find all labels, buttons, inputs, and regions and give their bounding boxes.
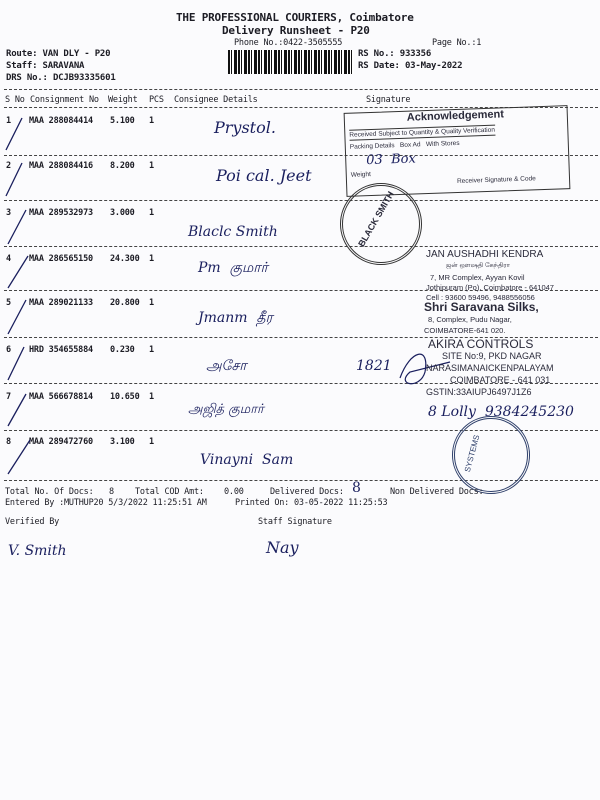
consignee-signature: Blaclc Smith	[188, 224, 278, 240]
ack-line: Weight	[350, 171, 372, 179]
document-title: Delivery Runsheet - P20	[222, 24, 370, 37]
total-docs-label: Total No. Of Docs:	[5, 487, 94, 497]
row-pcs: 1	[149, 116, 154, 126]
cod-label: Total COD Amt:	[135, 487, 204, 497]
row-consignment: MAA 288084416	[29, 161, 93, 171]
col-sno: S No	[5, 95, 25, 105]
consignee-signature: Poi cal. Jeet	[216, 166, 312, 185]
row-weight: 3.100	[110, 437, 135, 447]
entered-by: Entered By :MUTHUP20 5/3/2022 11:25:51 AM	[5, 498, 207, 508]
page-number: Page No.:1	[432, 38, 482, 48]
black-smith-seal	[340, 183, 422, 265]
stamp-name: Shri Saravana Silks,	[424, 300, 539, 314]
row-consignment: MAA 289532973	[29, 208, 93, 218]
round-seal	[452, 416, 530, 494]
row-pcs: 1	[149, 437, 154, 447]
stamp-line: 8, Complex, Pudu Nagar,	[428, 315, 512, 324]
col-consignee: Consignee Details	[174, 95, 258, 105]
row-weight: 5.100	[110, 116, 135, 126]
row-sno: 6	[6, 345, 11, 355]
non-delivered-label: Non Delivered Docs:	[390, 487, 484, 497]
row-consignment: MAA 286565150	[29, 254, 93, 264]
ack-line: Receiver Signature & Code	[456, 175, 536, 186]
consignee-signature: அசோ	[206, 358, 247, 374]
row-sno: 7	[6, 392, 11, 402]
row-consignment: MAA 288084414	[29, 116, 93, 126]
rs-date: RS Date: 03-May-2022	[358, 61, 463, 71]
stamp-line: COIMBATORE - 641 031	[450, 375, 551, 385]
stamp-line: GSTIN:33AIUPJ6497J1Z6	[426, 387, 532, 397]
seal-text: SYSTEMS	[462, 433, 482, 474]
row-consignment: MAA 289472760	[29, 437, 93, 447]
extra-signature: 1821	[356, 358, 392, 374]
verified-by-label: Verified By	[5, 517, 60, 527]
phone-number: Phone No.:0422-3505555	[234, 38, 343, 48]
stamp-line: Jothipuram (Po), Coimbatore - 641047	[426, 283, 554, 292]
stamp-line: ஜன் ஔஷதி கேந்திரா	[446, 262, 511, 269]
row-sno: 8	[6, 437, 11, 447]
row-sno: 4	[6, 254, 11, 264]
row-weight: 3.000	[110, 208, 135, 218]
route: Route: VAN DLY - P20	[6, 49, 111, 59]
row-weight: 10.650	[110, 392, 140, 402]
consignee-signature: Jmanm தீர	[198, 310, 273, 326]
seal-text: BLACK SMITH	[356, 189, 396, 249]
row-weight: 24.300	[110, 254, 140, 264]
row-sno: 5	[6, 298, 11, 308]
delivered-label: Delivered Docs:	[270, 487, 344, 497]
delivered-value: 8	[352, 480, 361, 496]
ack-handwriting: 03 Box	[366, 151, 417, 169]
total-docs-value: 8	[109, 487, 114, 497]
consignee-signature: Pm குமார்	[198, 260, 268, 276]
rs-number: RS No.: 933356	[358, 49, 432, 59]
company-name: THE PROFESSIONAL COURIERS, Coimbatore	[176, 11, 414, 24]
row-pcs: 1	[149, 298, 154, 308]
row-weight: 0.230	[110, 345, 135, 355]
staff-signature: Nay	[266, 538, 299, 557]
stamp-line: Cell : 93600 59496, 9488556056	[426, 293, 535, 302]
extra-signature: 8 Lolly 9384245230	[428, 404, 574, 420]
row-sno: 3	[6, 208, 11, 218]
ack-title: Acknowledgement	[406, 108, 505, 124]
row-pcs: 1	[149, 392, 154, 402]
cod-value: 0.00	[224, 487, 244, 497]
stamp-name: AKIRA CONTROLS	[428, 337, 534, 351]
row-weight: 20.800	[110, 298, 140, 308]
row-pcs: 1	[149, 161, 154, 171]
row-sno: 1	[6, 116, 11, 126]
stamp-line: SITE No:9, PKD NAGAR	[442, 351, 542, 361]
printed-on: Printed On: 03-05-2022 11:25:53	[235, 498, 388, 508]
stamp-name: JAN AUSHADHI KENDRA	[426, 249, 544, 260]
col-signature: Signature	[366, 95, 411, 105]
ack-line: Received Subject to Quantity & Quality Verification	[349, 126, 496, 139]
stamp-line: COIMBATORE-641 020.	[424, 326, 506, 335]
verified-signature: V. Smith	[8, 543, 67, 559]
staff-signature-label: Staff Signature	[258, 517, 332, 527]
stamp-line: 7, MR Complex, Ayyan Kovil	[430, 273, 525, 282]
staff: Staff: SARAVANA	[6, 61, 85, 71]
consignee-signature: அஜித் குமார்	[188, 402, 264, 417]
col-consignment: Consignment No	[30, 95, 99, 105]
col-weight: Weight	[108, 95, 138, 105]
row-pcs: 1	[149, 254, 154, 264]
row-pcs: 1	[149, 345, 154, 355]
consignee-signature: Vinayni Sam	[200, 452, 294, 468]
row-weight: 8.200	[110, 161, 135, 171]
consignee-signature: Prystol.	[214, 118, 276, 137]
row-consignment: HRD 354655884	[29, 345, 93, 355]
drs-number: DRS No.: DCJB93335601	[6, 73, 116, 83]
col-pcs: PCS	[149, 95, 164, 105]
row-consignment: MAA 289021133	[29, 298, 93, 308]
row-consignment: MAA 566678814	[29, 392, 93, 402]
row-pcs: 1	[149, 208, 154, 218]
row-sno: 2	[6, 161, 11, 171]
stamp-line: NARASIMANAICKENPALAYAM	[426, 363, 554, 373]
ack-line: Packing Details Box Ad With Stores	[349, 139, 460, 151]
